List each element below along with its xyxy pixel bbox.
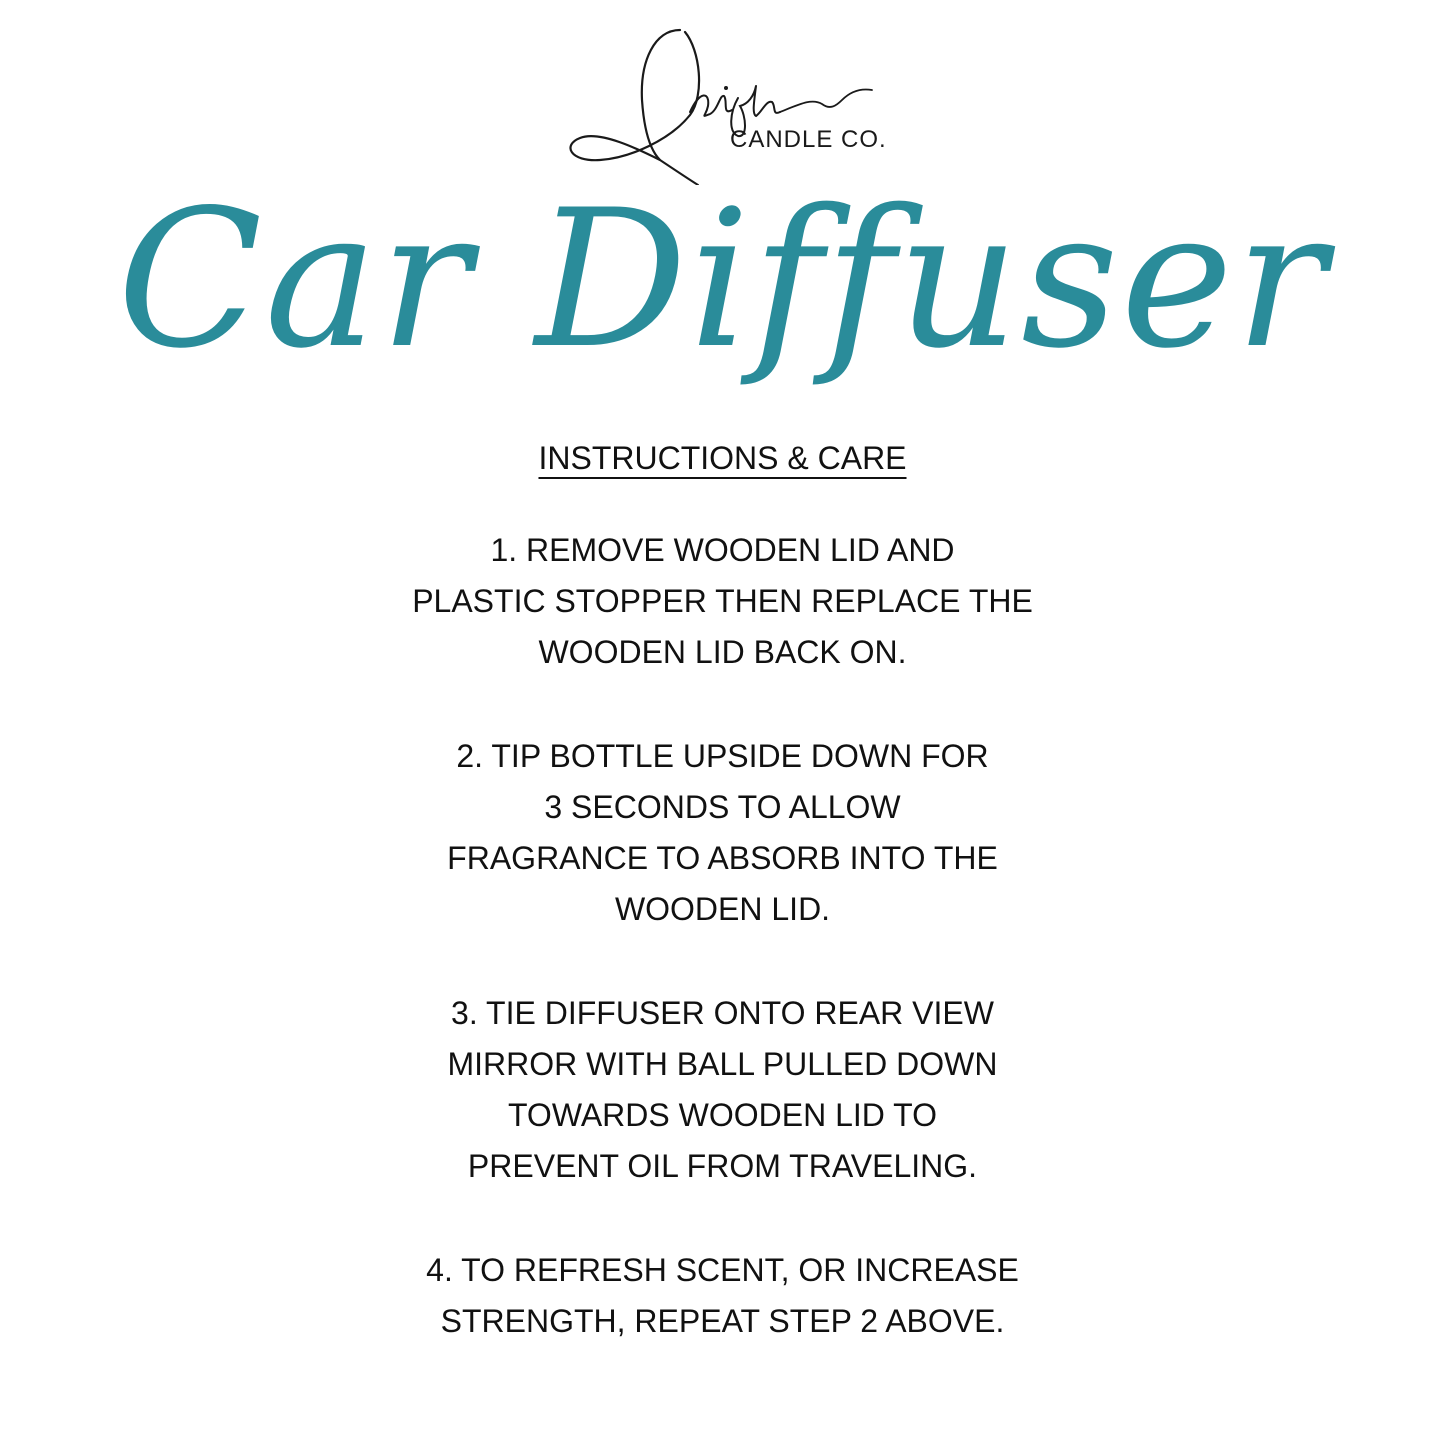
section-heading-text: INSTRUCTIONS & CARE	[538, 440, 907, 476]
step-line: PREVENT OIL FROM TRAVELING.	[467, 1148, 978, 1184]
step-line: STRENGTH, REPEAT STEP 2 ABOVE.	[440, 1303, 1005, 1339]
step-line: WOODEN LID BACK ON.	[538, 634, 907, 670]
step-line: FRAGRANCE TO ABSORB INTO THE	[447, 840, 998, 876]
step-line: TOWARDS WOODEN LID TO	[507, 1097, 938, 1133]
step-line: MIRROR WITH BALL PULLED DOWN	[447, 1046, 998, 1082]
section-heading	[0, 440, 1445, 477]
step-line: 2. TIP BOTTLE UPSIDE DOWN FOR	[456, 738, 989, 774]
page-title: Car Diffuser	[117, 169, 1328, 390]
step-line: 4. TO REFRESH SCENT, OR INCREASE	[426, 1252, 1019, 1288]
brand-subtitle: CANDLE CO.	[730, 126, 887, 153]
step-2	[0, 731, 1445, 935]
step-line: 1. REMOVE WOODEN LID AND	[490, 532, 955, 568]
step-3	[0, 988, 1445, 1192]
instruction-steps	[0, 525, 1445, 1400]
step-line: WOODEN LID.	[614, 891, 831, 927]
step-4	[0, 1245, 1445, 1347]
step-line: 3 SECONDS TO ALLOW	[544, 789, 901, 825]
step-line: PLASTIC STOPPER THEN REPLACE THE	[412, 583, 1033, 619]
step-1	[0, 525, 1445, 678]
step-line: 3. TIE DIFFUSER ONTO REAR VIEW	[451, 995, 994, 1031]
